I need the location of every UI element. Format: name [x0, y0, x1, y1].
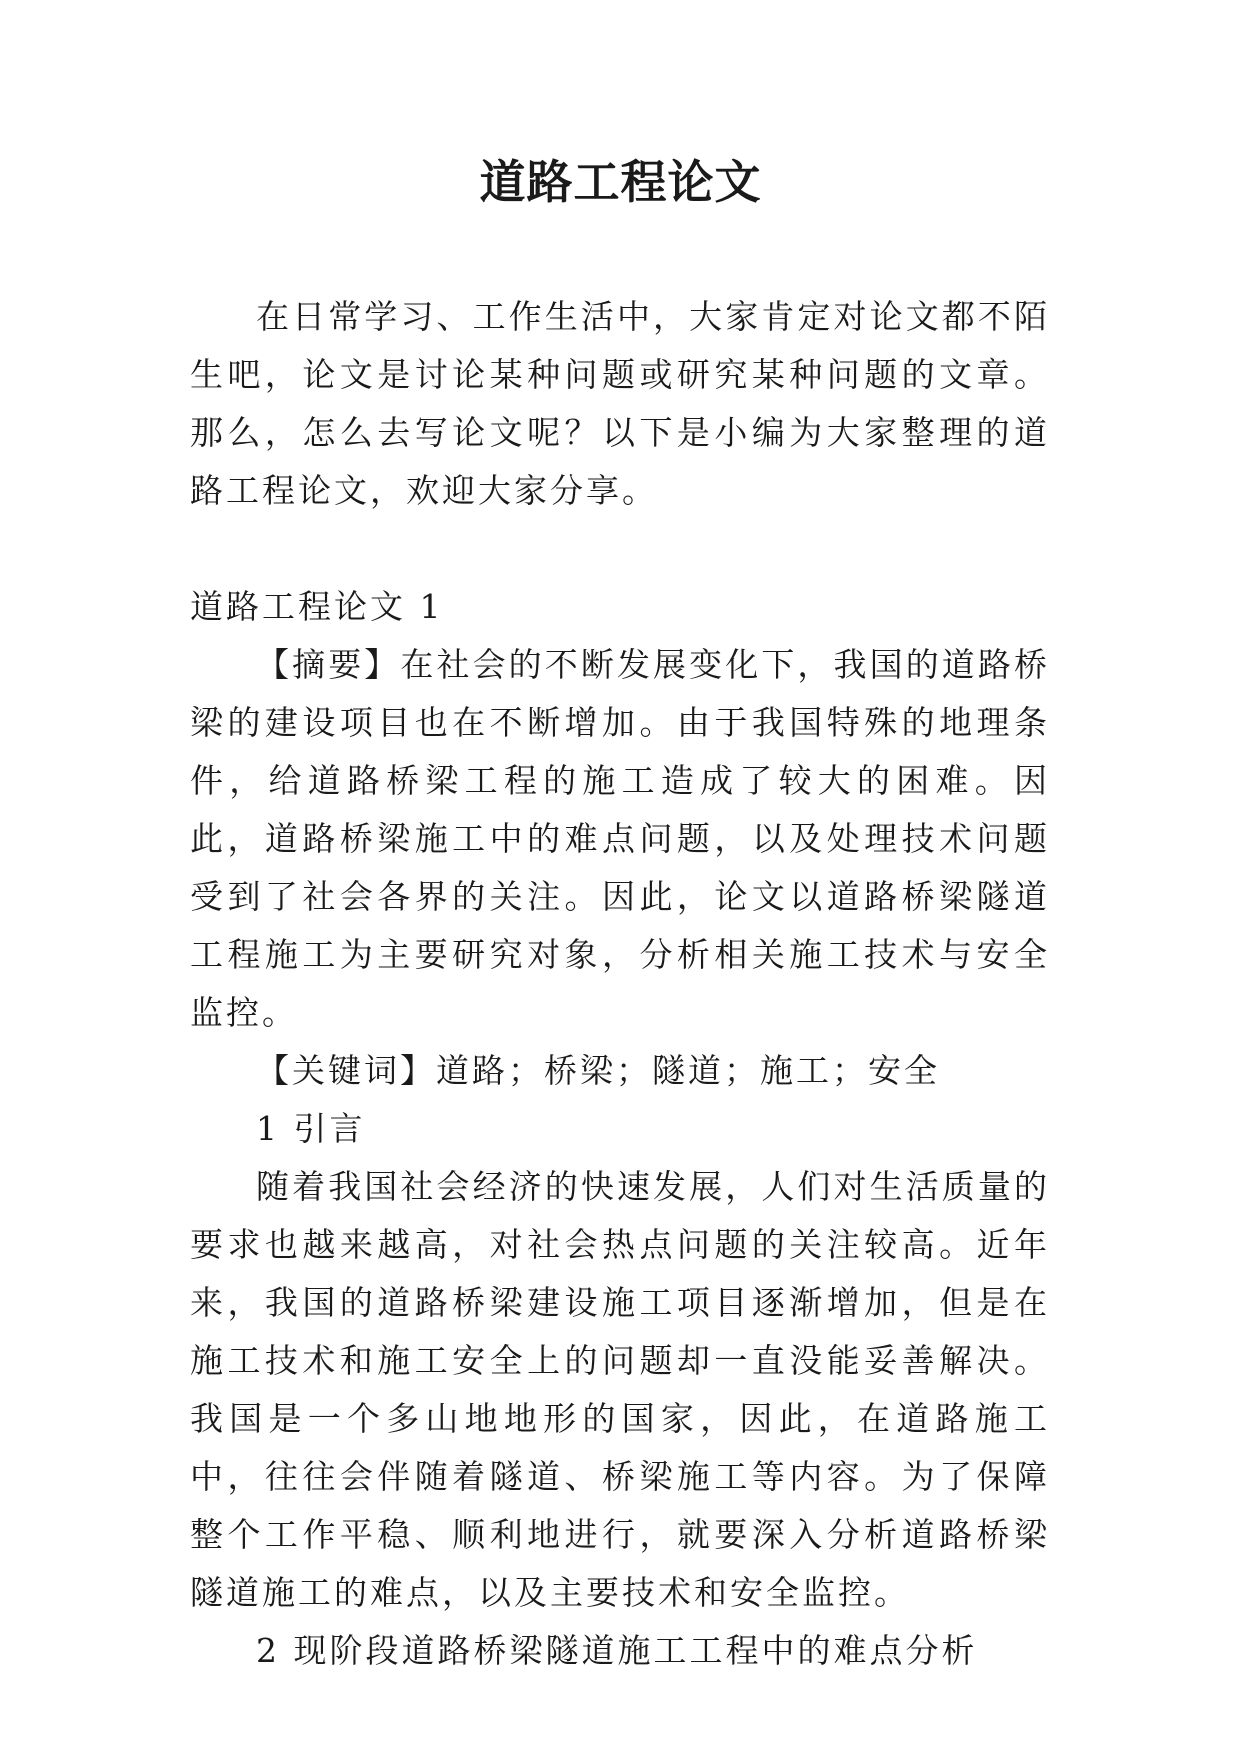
document-body — [190, 288, 1050, 1680]
heading-introduction: 1 引言 — [256, 1109, 366, 1148]
document-title: 道路工程论文 — [479, 155, 762, 209]
keywords-paragraph: 【关键词】道路；桥梁；隧道；施工；安全 — [256, 1051, 940, 1090]
introduction-paragraph: 随着我国社会经济的快速发展，人们对生活质量的要求也越来越高，对社会热点问题的关注较高。近年来，我国的道路桥梁建设施工项目逐渐增加，但是在施工技术和施工安全上的问题却一直没能妥善解决。我国是一个多山地地形的国家，因此，在道路施工中，往往会伴随着隧道、桥梁施工等内容。为了保障整个工作平稳、顺利地进行，就要深入分析道路桥梁隧道施工的难点，以及主要技术和安全监控。 — [190, 1167, 1050, 1612]
abstract-paragraph: 【摘要】在社会的不断发展变化下，我国的道路桥梁的建设项目也在不断增加。由于我国特殊的地理条件，给道路桥梁工程的施工造成了较大的困难。因此，道路桥梁施工中的难点问题，以及处理技术问题受到了社会各界的关注。因此，论文以道路桥梁隧道工程施工为主要研究对象，分析相关施工技术与安全监控。 — [190, 645, 1050, 1032]
intro-paragraph: 在日常学习、工作生活中，大家肯定对论文都不陌生吧，论文是讨论某种问题或研究某种问题的文章。那么，怎么去写论文呢？以下是小编为大家整理的道路工程论文，欢迎大家分享。 — [190, 297, 1050, 510]
section-heading: 道路工程论文 1 — [190, 587, 444, 626]
heading-difficulty-analysis: 2 现阶段道路桥梁隧道施工工程中的难点分析 — [256, 1631, 978, 1670]
paragraph-gap — [190, 520, 1050, 578]
